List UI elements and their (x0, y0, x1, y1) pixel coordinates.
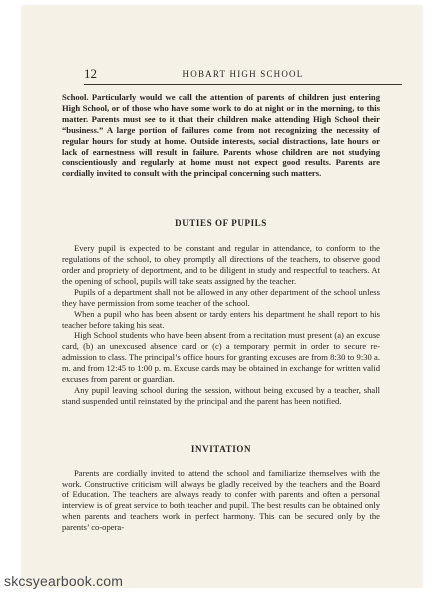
duties-paragraph: Any pupil leaving school during the session, without being excused by a teacher, shall stand suspended until reinstated by the principal and the parent has been notified. (62, 384, 380, 406)
duties-paragraph: High School students who have been absent from a recitation must present (a) an excuse card, (b) an unexcused absence card or (c) a temporary permit in order to secure re-admission to class. The principal’s office hours for granting excuses are from 8:30 to 9:30 a. m. and from 12:45 to 1:00 p. m. Excuse cards may be obtained in exchange for written valid excuses from parent or guardian. (62, 330, 380, 385)
watermark: skcsyearbook.com (4, 573, 124, 589)
intro-paragraph: School. Particularly would we call the attention of parents of children just entering High School, or of those who have some work to do at night or in the morning, to this matter. Parents must see to it that their children make attending High School their “business.” A large portion of failures come from not recognizing the necessity of regular hours for study at home. Outside interests, social distractions, late hours or lack of earnestness will result in failure. Parents whose children are not studying conscientiously and regularly at home must not expect good results. Parents are cordially invited to consult with the principal concerning such matters. (62, 92, 380, 179)
invitation-heading: INVITATION (190, 443, 252, 454)
duties-heading: DUTIES OF PUPILS (175, 218, 267, 229)
duties-paragraph: Every pupil is expected to be constant and regular in attendance, to conform to the regulations of the school, to obey promptly all directions of the teachers, to observe good order and propriety of deportment, and to be diligent in study and respectful to teachers. At the opening of school, pupils will take seats assigned by the teacher. (62, 243, 380, 286)
invitation-paragraph: Parents are cordially invited to attend the school and familiarize themselves with the work. Constructive criticism will always be gladly received by the teachers and the Board of Education. The teachers are always ready to confer with parents and often a personal interview is of great service to both teacher and pupil. The best results can be obtained only when parents and teachers work in perfect harmony. This can be secured only by the parents’ co-opera- (62, 467, 380, 533)
page-number: 12 (84, 66, 97, 81)
page-body (62, 92, 380, 533)
running-head: HOBART HIGH SCHOOL (182, 69, 304, 79)
page-header (84, 68, 402, 85)
duties-paragraph: When a pupil who has been absent or tardy enters his department he shall report to his teacher before taking his seat. (62, 308, 380, 330)
duties-paragraph: Pupils of a department shall not be allowed in any other department of the school unless they have permission from some teacher of the school. (62, 286, 380, 308)
footer-strip (0, 588, 440, 600)
